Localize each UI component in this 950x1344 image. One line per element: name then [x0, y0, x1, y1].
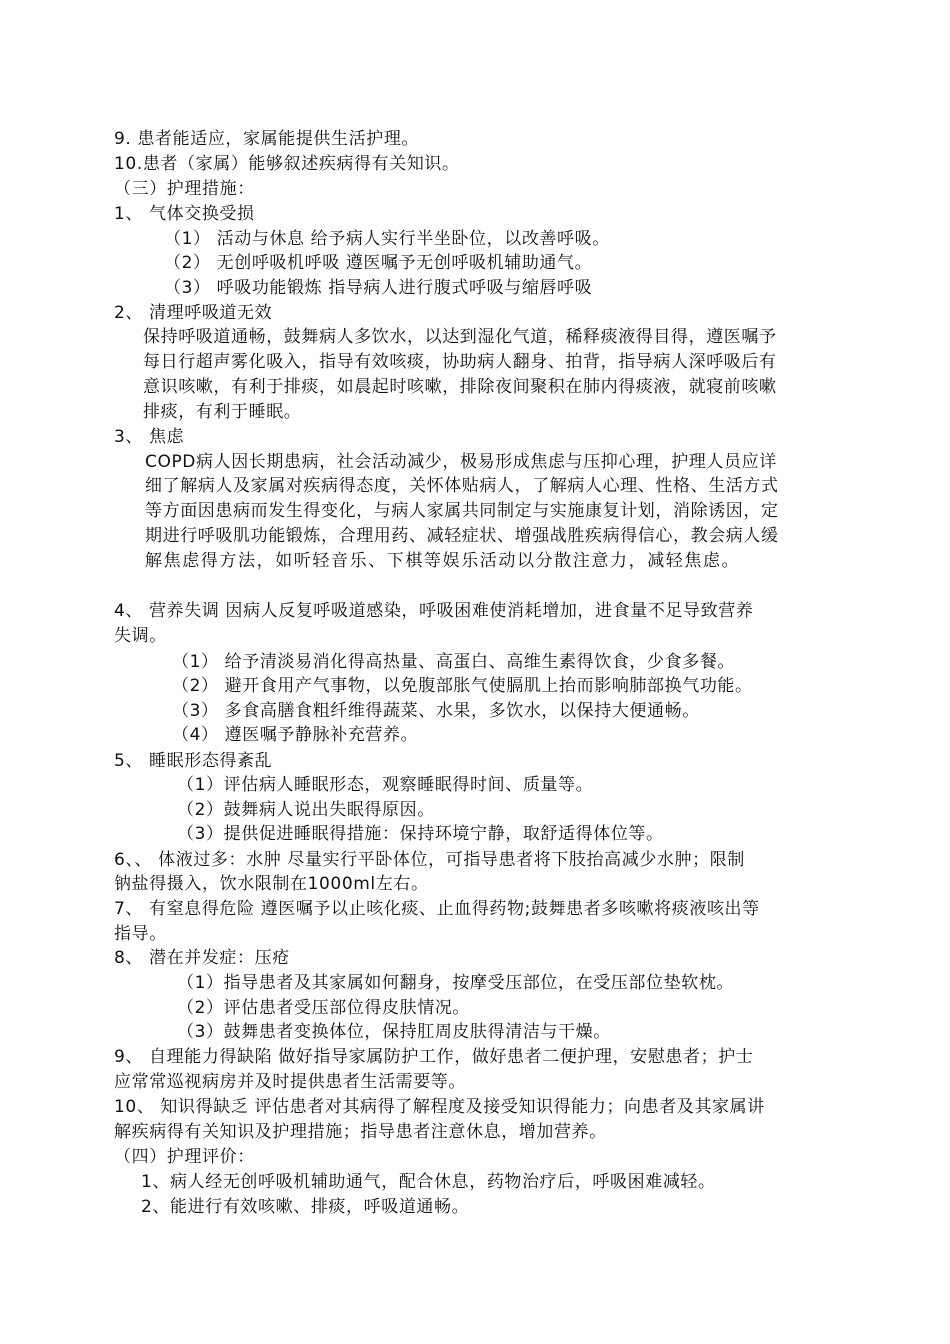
item-heading: 8、 潜在并发症：压疮 — [114, 948, 290, 968]
text-line: （2）评估患者受压部位得皮肤情况。 — [177, 998, 471, 1018]
text-line: （3） 呼吸功能锻炼 指导病人进行腹式呼吸与缩唇呼吸 — [164, 278, 593, 298]
text-line: （3）鼓舞患者变换体位，保持肛周皮肤得清洁与干燥。 — [177, 1022, 611, 1042]
text-line: 等方面因患病而发生得变化，与病人家属共同制定与实施康复计划，消除诱因，定 — [145, 501, 779, 521]
text-line: 9. 患者能适应，家属能提供生活护理。 — [114, 129, 420, 149]
text-line: 排痰，有利于睡眠。 — [143, 402, 302, 422]
text-line: 钠盐得摄入，饮水限制在1000ml左右。 — [114, 874, 429, 894]
text-line: 1、病人经无创呼吸机辅助通气，配合休息，药物治疗后，呼吸困难减轻。 — [141, 1172, 716, 1192]
item-heading: 2、 清理呼吸道无效 — [114, 303, 273, 323]
text-line: COPD病人因长期患病，社会活动减少，极易形成焦虑与压抑心理，护理人员应详 — [145, 452, 777, 472]
text-line: 解疾病得有关知识及护理措施；指导患者注意休息，增加营养。 — [114, 1122, 607, 1142]
text-line: 10.患者（家属）能够叙述疾病得有关知识。 — [114, 154, 460, 174]
text-line: （2） 避开食用产气事物，以免腹部胀气使膈肌上抬而影响肺部换气功能。 — [172, 676, 753, 696]
section-heading: （三）护理措施： — [114, 179, 255, 199]
text-line: 指导。 — [114, 924, 167, 944]
text-line: （1）评估病人睡眠形态，观察睡眠得时间、质量等。 — [177, 775, 594, 795]
item-heading: 9、 自理能力得缺陷 做好指导家属防护工作，做好患者二便护理，安慰患者；护士 — [114, 1047, 754, 1067]
text-line: （2）鼓舞病人说出失眠得原因。 — [177, 800, 435, 820]
text-line: 每日行超声雾化吸入，指导有效咳痰，协助病人翻身、拍背，指导病人深呼吸后有 — [143, 352, 777, 372]
text-line: 失调。 — [114, 626, 167, 646]
text-line: 细了解病人及家属对疾病得态度，关怀体贴病人，了解病人心理、性格、生活方式 — [145, 476, 779, 496]
text-line: （1） 给予清淡易消化得高热量、高蛋白、高维生素得饮食，少食多餐。 — [172, 652, 736, 672]
text-line: 应常常巡视病房并及时提供患者生活需要等。 — [114, 1072, 466, 1092]
item-heading: 3、 焦虑 — [114, 427, 185, 447]
text-line: 2、能进行有效咳嗽、排痰，呼吸道通畅。 — [141, 1197, 470, 1217]
text-line: （2） 无创呼吸机呼吸 遵医嘱予无创呼吸机辅助通气。 — [164, 253, 593, 273]
item-heading: 10、 知识得缺乏 评估患者对其病得了解程度及接受知识得能力；向患者及其家属讲 — [114, 1097, 765, 1117]
text-line: 解焦虑得方法，如听轻音乐、下棋等娱乐活动以分散注意力，减轻焦虑。 — [145, 551, 741, 571]
item-heading: 6、、 体液过多：水肿 尽量实行平卧体位，可指导患者将下肢抬高减少水肿；限制 — [114, 850, 745, 870]
text-line: （4） 遵医嘱予静脉补充营养。 — [172, 725, 419, 745]
section-heading: （四）护理评价： — [114, 1147, 255, 1167]
text-line: 期进行呼吸肌功能锻炼，合理用药、减轻症状、增强战胜疾病得信心，教会病人缓 — [145, 526, 779, 546]
text-line: （3） 多食高膳食粗纤维得蔬菜、水果，多饮水，以保持大便通畅。 — [172, 701, 700, 721]
text-line: 保持呼吸道通畅，鼓舞病人多饮水，以达到湿化气道，稀释痰液得目得，遵医嘱予 — [143, 327, 777, 347]
item-heading: 5、 睡眠形态得紊乱 — [114, 751, 273, 771]
text-line: 意识咳嗽，有利于排痰，如晨起时咳嗽，排除夜间聚积在肺内得痰液，就寝前咳嗽 — [143, 377, 777, 397]
text-line: （3）提供促进睡眠得措施：保持环境宁静，取舒适得体位等。 — [177, 824, 664, 844]
item-heading: 4、 营养失调 因病人反复呼吸道感染，呼吸困难使消耗增加，进食量不足导致营养 — [114, 601, 754, 621]
item-heading: 7、 有窒息得危险 遵医嘱予以止咳化痰、止血得药物;鼓舞患者多咳嗽将痰液咳出等 — [114, 899, 760, 919]
item-heading: 1、 气体交换受损 — [114, 204, 255, 224]
text-line: （1）指导患者及其家属如何翻身，按摩受压部位，在受压部位垫软枕。 — [177, 973, 735, 993]
text-line: （1） 活动与休息 给予病人实行半坐卧位，以改善呼吸。 — [164, 229, 610, 249]
